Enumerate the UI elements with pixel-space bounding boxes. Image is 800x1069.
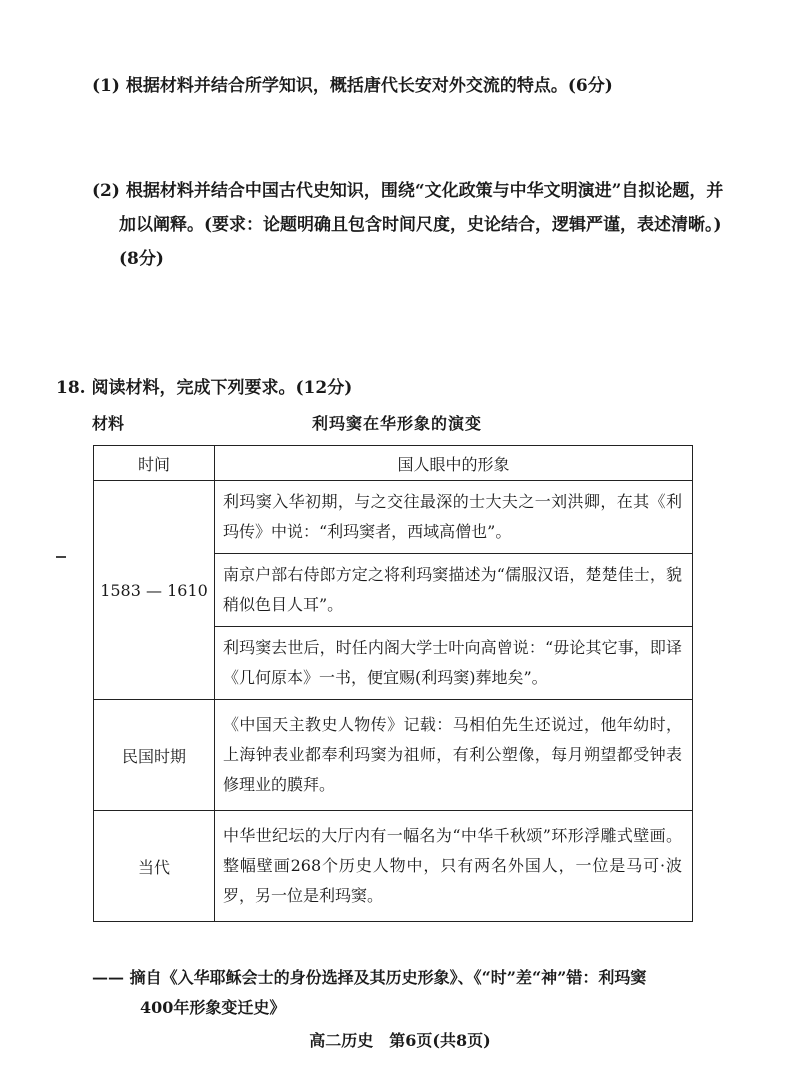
scan-mark bbox=[56, 556, 66, 558]
question-2: (2) 根据材料并结合中国古代史知识，围绕“文化政策与中华文明演进”自拟论题，并加以阐释。(要求：论题明确且包含时间尺度，史论结合，逻辑严谨，表述清晰。)(8分) bbox=[92, 181, 724, 269]
question-18-heading: 18. 阅读材料，完成下列要求。(12分) bbox=[56, 378, 353, 398]
entry-cell: 利玛窦去世后，时任内阁大学士叶向高曾说：“毋论其它事，即译《几何原本》一书，便宜赐(利玛窦)葬地矣”。 bbox=[215, 627, 693, 700]
material-title: 利玛窦在华形象的演变 bbox=[312, 414, 483, 433]
source-citation bbox=[92, 963, 732, 1023]
table-row bbox=[94, 811, 693, 922]
page-footer: 高二历史 第6页(共8页) bbox=[309, 1031, 491, 1050]
time-cell-republic: 民国时期 bbox=[94, 700, 215, 811]
source-line-1: —— 摘自《入华耶稣会士的身份选择及其历史形象》、《“时”差“神”错：利玛窦 bbox=[92, 968, 647, 987]
entry-cell: 中华世纪坛的大厅内有一幅名为“中华千秋颂”环形浮雕式壁画。整幅壁画268个历史人物中，只有两名外国人，一位是马可·波罗，另一位是利玛窦。 bbox=[215, 811, 693, 922]
table-row bbox=[94, 481, 693, 554]
time-cell-1583-1610: 1583 — 1610 bbox=[94, 481, 215, 700]
table-row bbox=[94, 700, 693, 811]
header-image: 国人眼中的形象 bbox=[215, 446, 693, 481]
time-cell-contemporary: 当代 bbox=[94, 811, 215, 922]
material-label: 材料 bbox=[92, 414, 125, 433]
entry-cell: 利玛窦入华初期，与之交往最深的士大夫之一刘洪卿，在其《利玛传》中说：“利玛窦者，西域高僧也”。 bbox=[215, 481, 693, 554]
entry-cell: 《中国天主教史人物传》记载：马相伯先生还说过，他年幼时，上海钟表业都奉利玛窦为祖师，有利公塑像，每月朔望都受钟表修理业的膜拜。 bbox=[215, 700, 693, 811]
ricci-image-table bbox=[93, 445, 693, 922]
entry-cell: 南京户部右侍郎方定之将利玛窦描述为“儒服汉语，楚楚佳士，貌稍似色目人耳”。 bbox=[215, 554, 693, 627]
source-line-2: 400年形象变迁史》 bbox=[140, 998, 286, 1017]
question-1: (1) 根据材料并结合所学知识，概括唐代长安对外交流的特点。(6分) bbox=[92, 76, 613, 96]
table-header-row bbox=[94, 446, 693, 481]
header-time: 时间 bbox=[94, 446, 215, 481]
